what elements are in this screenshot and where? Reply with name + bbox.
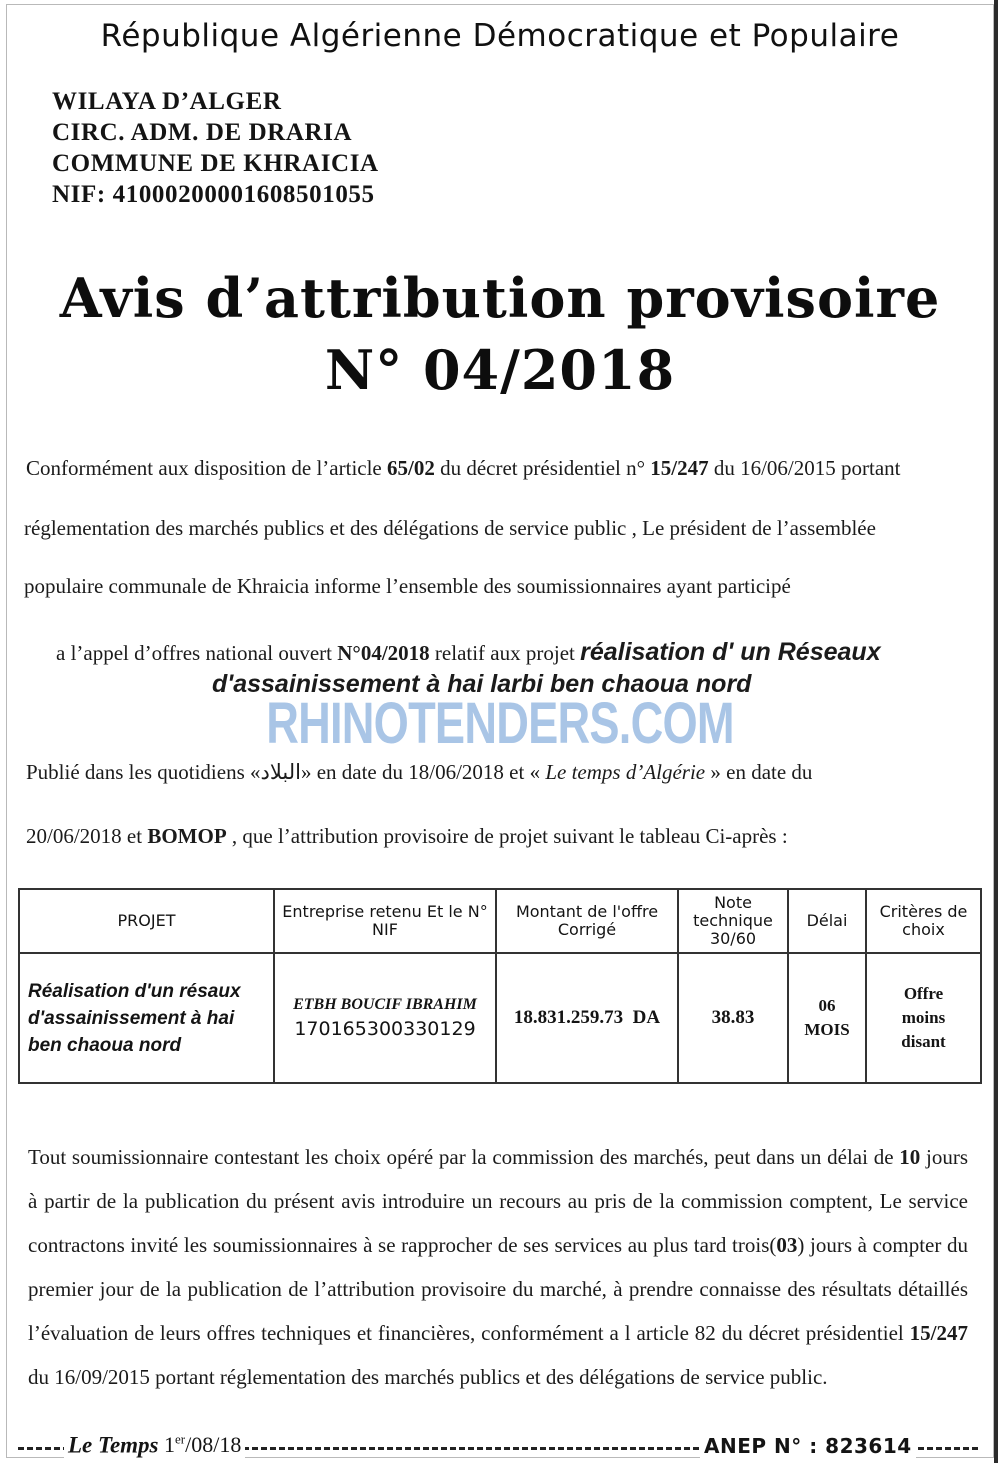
header-projet: PROJET <box>19 889 274 953</box>
company-nif: 170165300330129 <box>294 1018 476 1040</box>
published-line-2: 20/06/2018 et BOMOP , que l’attribution provisoire de projet suivant le tableau Ci-après : <box>26 824 788 848</box>
issuer-circ: CIRC. ADM. DE DRARIA <box>52 119 353 146</box>
publication-date: 1er/08/18 <box>164 1432 242 1458</box>
newspaper-name: Le Temps <box>68 1432 159 1458</box>
closing-paragraph: Tout soumissionnaire contestant les choix opéré par la commission des marchés, peut dans un délai de 10 jours à partir de la publication du présent avis introduire un recours au pris de la commission comptent, Le service contractons invité les soumissionnaires à se rapprocher de ses services au plus tard trois(03) jours à compter du premier jour de la publication de l’attribution provisoire du marché, à prendre connaisse des résultats détaillés l’évaluation de leurs offres techniques et financières, conformément a l article 82 du décret présidentiel 15/247 du 16/09/2015 portant réglementation des marchés publics et des délégations de service public. <box>28 1145 969 1389</box>
header-criteres: Critères de choix <box>866 889 981 953</box>
notice-title <box>0 262 1000 406</box>
intro-line-3: populaire communale de Khraicia informe l’ensemble des soumissionnaires ayant participé <box>24 574 791 598</box>
issuer-commune: COMMUNE DE KHRAICIA <box>52 150 379 177</box>
cell-criteres: Offre moins disant <box>866 953 981 1083</box>
header-montant: Montant de l'offre Corrigé <box>496 889 678 953</box>
company-name: ETBH BOUCIF IBRAHIM <box>293 996 477 1013</box>
page-edge <box>994 0 998 1463</box>
header-delai: Délai <box>788 889 866 953</box>
table-row <box>19 953 981 1083</box>
header-note: Note technique 30/60 <box>678 889 788 953</box>
issuer-nif: NIF: 41000200001608501055 <box>52 181 375 208</box>
cell-projet: Réalisation d'un résaux d'assainissement à hai ben chaoua nord <box>19 953 274 1083</box>
attribution-table <box>18 888 982 1084</box>
cell-montant: 18.831.259.73 DA <box>496 953 678 1083</box>
intro-line-4: a l’appel d’offres national ouvert N°04/2018 relatif aux projet réalisation d' un Réseaux <box>56 638 881 666</box>
watermark: RHINOTENDERS.COM <box>266 691 734 756</box>
cell-delai: 06 MOIS <box>788 953 866 1083</box>
cell-entreprise <box>274 953 496 1083</box>
issuer-wilaya: WILAYA D’ALGER <box>52 88 282 115</box>
notice-number: N° 04/2018 <box>324 338 676 402</box>
intro-project-line: d'assainissement à hai larbi ben chaoua nord <box>212 670 752 698</box>
notice-title-line1: Avis d’attribution provisoire <box>59 266 941 330</box>
footer-newspaper <box>64 1432 245 1458</box>
intro-line-1: Conformément aux disposition de l’article 65/02 du décret présidentiel n° 15/247 du 16/06/2015 portant <box>26 456 901 480</box>
cell-note: 38.83 <box>678 953 788 1083</box>
published-line-1: Publié dans les quotidiens «البلاد» en date du 18/06/2018 et « Le temps d’Algérie » en date du <box>26 760 813 784</box>
republic-heading: République Algérienne Démocratique et Populaire <box>100 18 900 54</box>
intro-line-2: réglementation des marchés publics et des délégations de service public , Le président de l’assemblée <box>24 516 876 540</box>
arabic-newspaper-name: البلاد <box>260 760 301 784</box>
table-header-row <box>19 889 981 953</box>
anep-number: ANEP N° : 823614 <box>700 1434 916 1458</box>
issuer-block <box>52 86 379 210</box>
header-entreprise: Entreprise retenu Et le N° NIF <box>274 889 496 953</box>
